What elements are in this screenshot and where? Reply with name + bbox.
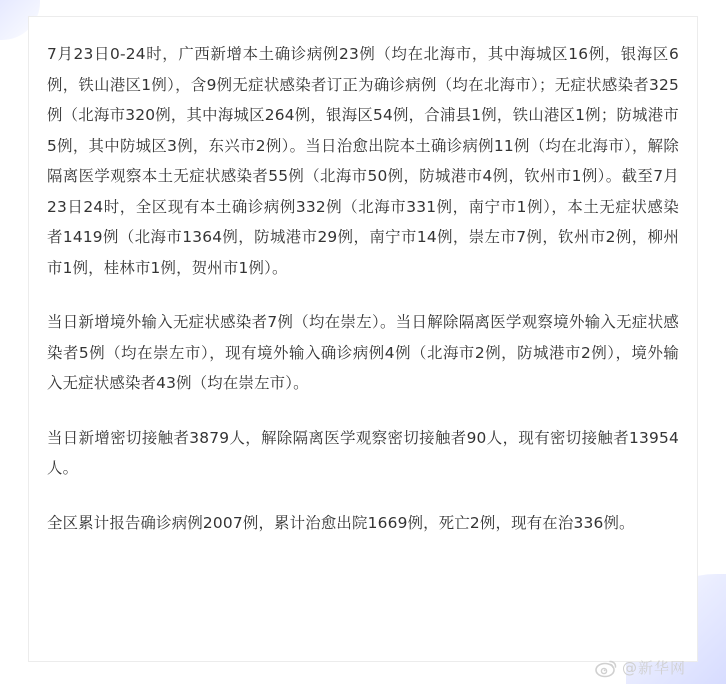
paragraph-imported-cases: 当日新增境外输入无症状感染者7例（均在崇左）。当日解除隔离医学观察境外输入无症状感染者5例（均在崇左市），现有境外输入确诊病例4例（北海市2例，防城港市2例），境外输入无症状感染者43例（均在崇左市）。 bbox=[47, 313, 679, 392]
paragraph-local-cases: 7月23日0-24时，广西新增本土确诊病例23例（均在北海市，其中海城区16例，银海区6例，铁山港区1例），含9例无症状感染者订正为确诊病例（均在北海市）；无症状感染者325例（北海市320例，其中海城区264例，银海区54例，合浦县1例，铁山港区1例；防城港市5例，其中防城区3例，东兴市2例）。当日治愈出院本土确诊病例11例（均在北海市），解除隔离医学观察本土无症状感染者55例（北海市50例，防城港市4例，钦州市1例）。截至7月23日24时，全区现有本土确诊病例332例（北海市331例，南宁市1例），本土无症状感染者1419例（北海市1364例，防城港市29例，南宁市14例，崇左市7例，钦州市2例，柳州市1例，桂林市1例，贺州市1例）。 bbox=[47, 45, 679, 277]
watermark-text: @新华网 bbox=[621, 659, 686, 677]
article-card bbox=[28, 16, 698, 662]
paragraph-cumulative-totals: 全区累计报告确诊病例2007例，累计治愈出院1669例，死亡2例，现有在治336例。 bbox=[47, 513, 635, 532]
watermark bbox=[594, 657, 686, 678]
weibo-icon bbox=[594, 658, 618, 678]
paragraph-close-contacts: 当日新增密切接触者3879人，解除隔离医学观察密切接触者90人，现有密切接触者13954人。 bbox=[47, 428, 679, 477]
